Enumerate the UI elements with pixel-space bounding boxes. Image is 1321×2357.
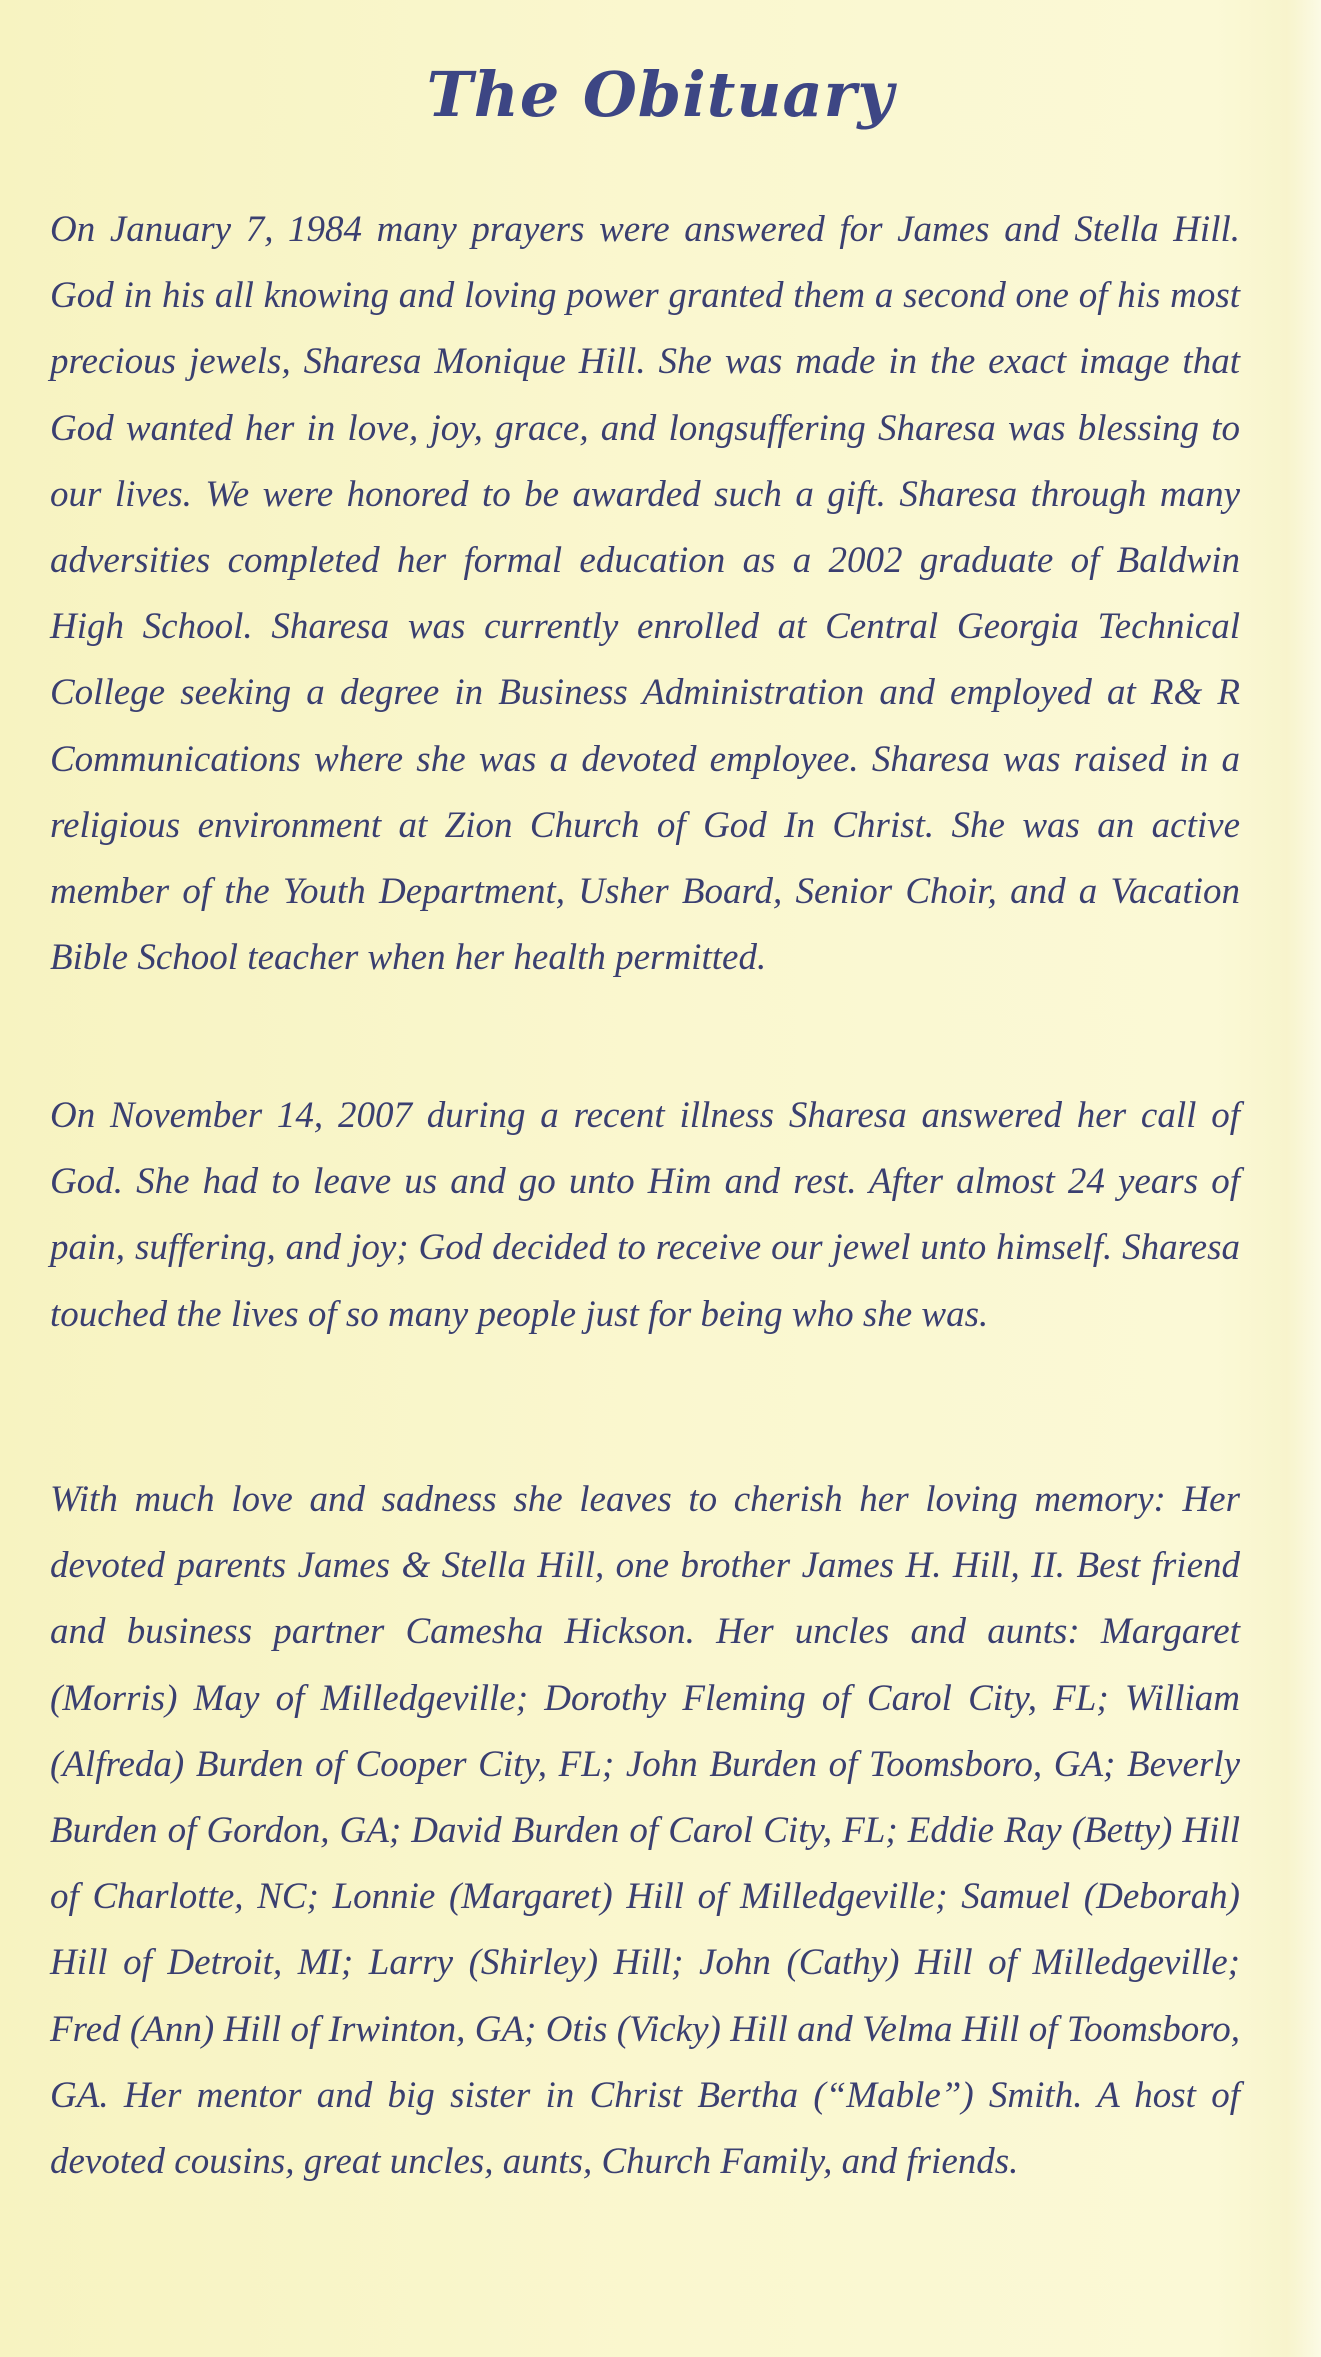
paper-edge-highlight <box>1287 0 1321 2357</box>
paragraph-life-story: On January 7, 1984 many prayers were answered for James and Stella Hill. God in his all knowing and loving power granted them a second one of his most precious jewels, Sharesa Monique Hill. She was made in the exact image that God wanted her in love, joy, grace, and longsuffering Sharesa was blessing to our lives. We were honored to be awarded such a gift. Sharesa through many adversities completed her formal education as a 2002 graduate of Baldwin High School. Sharesa was currently enrolled at Central Georgia Technical College seeking a degree in Business Administration and employed at R& R Communications where she was a devoted employee. Sharesa was raised in a religious environment at Zion Church of God In Christ. She was an active member of the Youth Department, Usher Board, Senior Choir, and a Vacation Bible School teacher when her health permitted. <box>50 209 1240 979</box>
paragraph-survivors: With much love and sadness she leaves to cherish her loving memory: Her devoted parents James & Stella Hill, one brother James H. Hill, II. Best friend and business partner Camesha Hickson. Her uncles and aunts: Margaret (Morris) May of Milledgeville; Dorothy Fleming of Carol City, FL; William (Alfreda) Burden of Cooper City, FL; John Burden of Toomsboro, GA; Beverly Burden of Gordon, GA; David Burden of Carol City, FL; Eddie Ray (Betty) Hill of Charlotte, NC; Lonnie (Margaret) Hill of Milledgeville; Samuel (Deborah) Hill of Detroit, MI; Larry (Shirley) Hill; John (Cathy) Hill of Milledgeville; Fred (Ann) Hill of Irwinton, GA; Otis (Vicky) Hill and Velma Hill of Toomsboro, GA. Her mentor and big sister in Christ Bertha (“Mable”) Smith. A host of devoted cousins, great uncles, aunts, Church Family, and friends. <box>50 1479 1240 2183</box>
page-title: The Obituary <box>426 58 895 131</box>
paragraph-passing: On November 14, 2007 during a recent illness Sharesa answered her call of God. She had to leave us and go unto Him and rest. After almost 24 years of pain, suffering, and joy; God decided to receive our jewel unto himself. Sharesa touched the lives of so many people just for being who she was. <box>50 1095 1240 1335</box>
